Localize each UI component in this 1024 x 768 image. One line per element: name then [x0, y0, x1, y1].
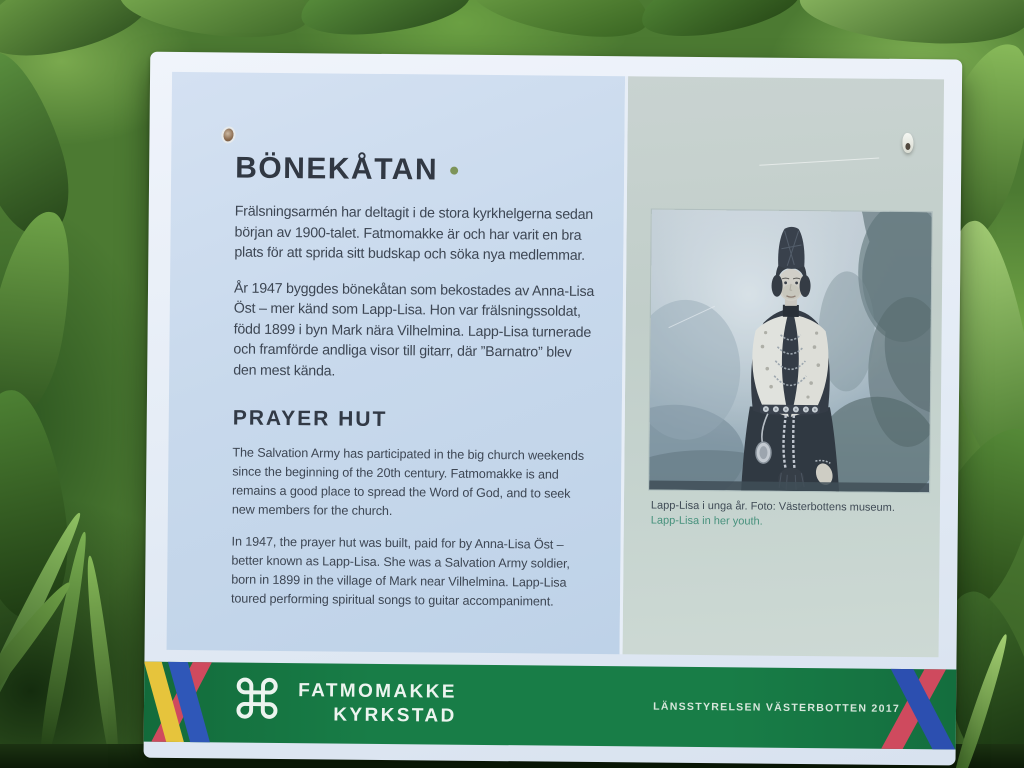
sami-knot-icon: ⌘ [229, 668, 285, 732]
grass-blade [82, 555, 124, 768]
information-sign [144, 52, 963, 766]
foliage-leaf [636, 0, 805, 47]
title-swedish-text: BÖNEKÅTAN [235, 151, 439, 187]
credit-text: LÄNSSTYRELSEN VÄSTERBOTTEN 2017 [653, 700, 901, 715]
swedish-paragraph-2: År 1947 byggdes bönekåtan som bekostades av Anna-Lisa Öst – mer känd som Lapp-Lisa. Hon var frälsningssoldat, född 1899 i byn Mark nära Vilhelmina. Lapp-Lisa turnerade och framförde andliga visor till gitarr, där ”Barnatro” blev den mest kända. [233, 280, 595, 380]
foliage-leaf [116, 0, 313, 46]
damage-chip [902, 133, 913, 153]
foliage-leaf [297, 0, 474, 44]
photo-caption [651, 499, 940, 531]
foliage-leaf [797, 0, 1024, 52]
english-paragraph-1: The Salvation Army has participated in the big church weekends since the beginning of the 20th century. Fatmomakke is and remains a good place to spread the Word of God, and to seek new members for the church. [231, 445, 585, 519]
organization-name [298, 679, 457, 728]
historical-photo [649, 210, 932, 493]
title-swedish [235, 151, 598, 190]
fatmomakke-logo [230, 663, 458, 745]
green-speck [450, 167, 458, 175]
organization-line-2: KYRKSTAD [333, 704, 457, 727]
swedish-paragraph-1: Frälsningsarmén har deltagit i de stora kyrkhelgerna sedan början av 1900-talet. Fatmomakke är och har varit en bra plats för att sprida sitt budskap och söka nya medlemmar. [234, 203, 594, 264]
footer-band [144, 662, 957, 750]
organization-line-1: FATMOMAKKE [298, 680, 458, 703]
english-paragraph-2: In 1947, the prayer hut was built, paid for by Anna-Lisa Öst – better known as Lapp-Lisa. She was a Salvation Army soldier, born in 1899 in the village of Mark near Vilhelmina. Lapp-Lisa toured performing spiritual songs to guitar accompaniment. [230, 534, 570, 609]
title-english: PRAYER HUT [232, 406, 388, 432]
photo-caption-swedish: Lapp-Lisa i unga år. Foto: Västerbottens museum. [650, 499, 895, 514]
photo-caption-english: Lapp-Lisa in her youth. [650, 514, 763, 528]
text-panel [167, 72, 626, 654]
foliage-leaf [466, 0, 655, 49]
